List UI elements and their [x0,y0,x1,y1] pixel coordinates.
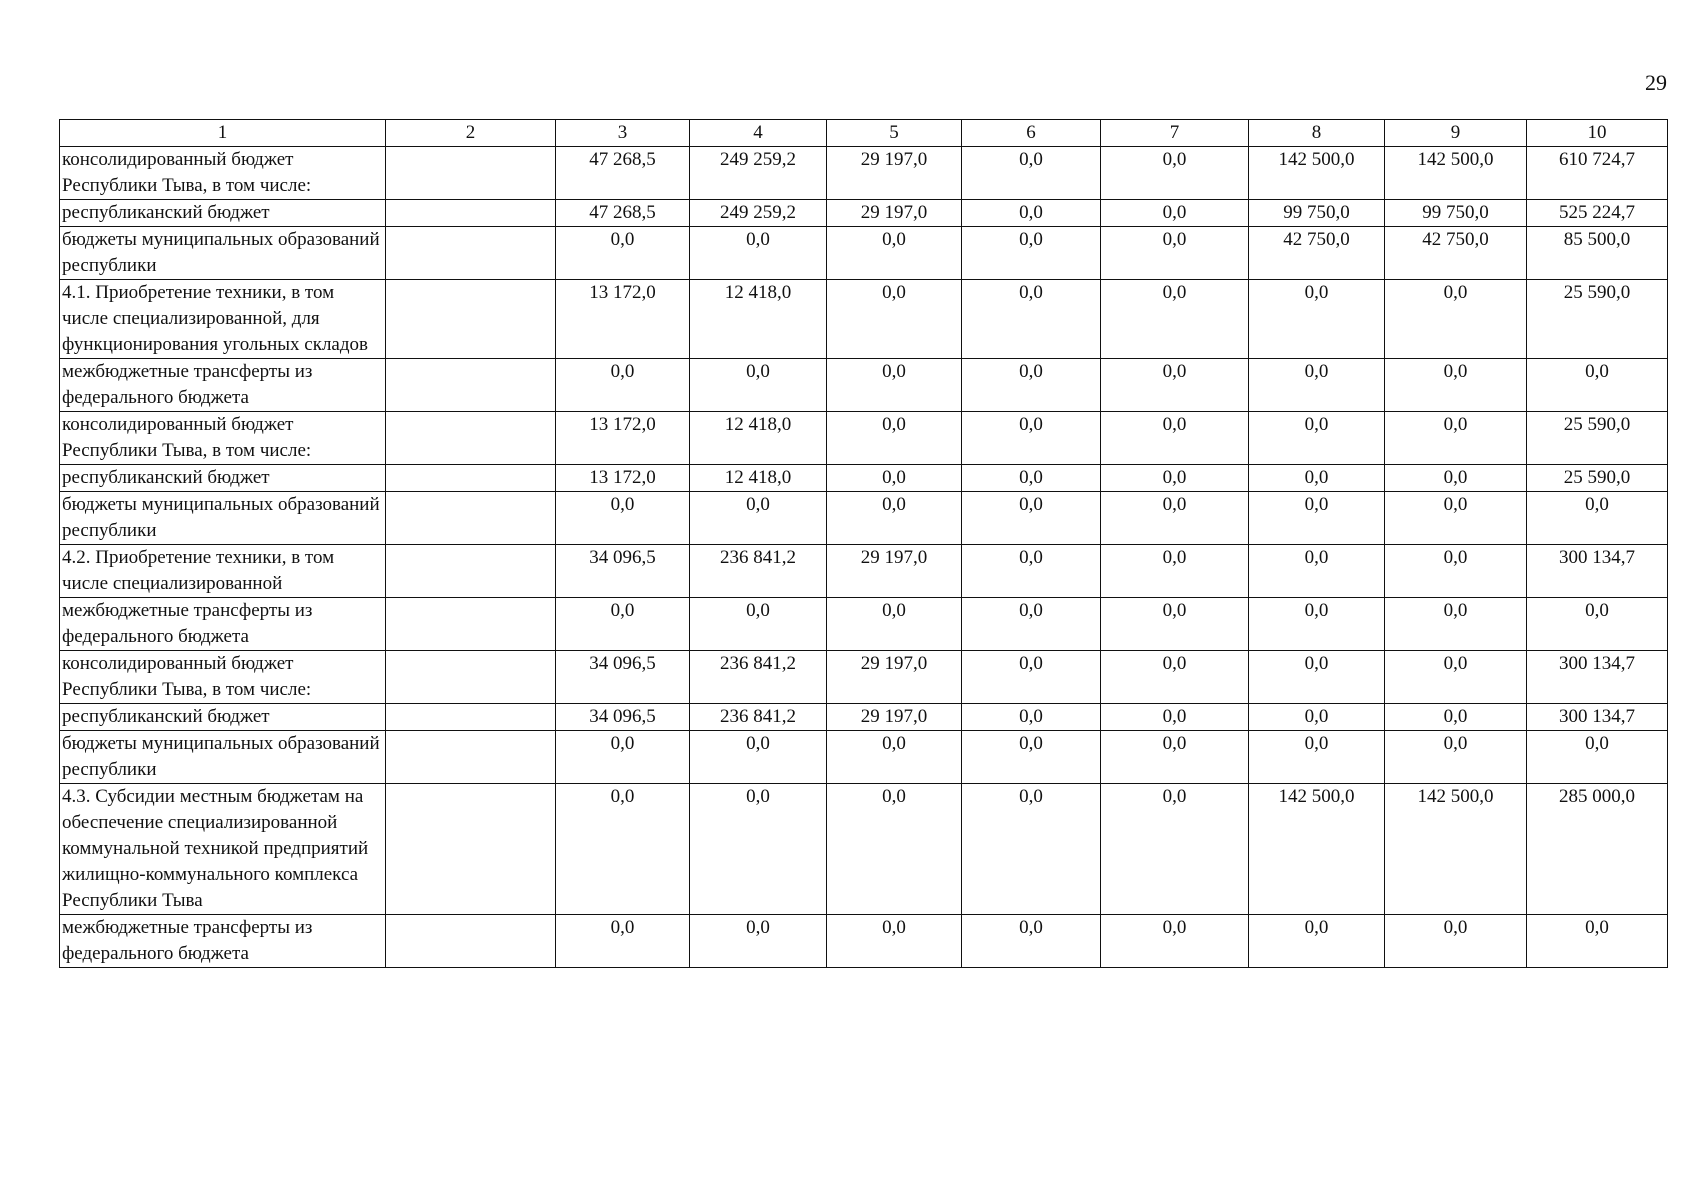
row-value: 0,0 [1101,280,1249,359]
row-value: 29 197,0 [827,651,962,704]
row-value: 0,0 [1385,598,1527,651]
row-value: 34 096,5 [556,545,690,598]
row-value: 85 500,0 [1527,227,1668,280]
row-value: 0,0 [962,200,1101,227]
row-column-2 [386,147,556,200]
row-label: 4.1. Приобретение техники, в том числе специализированной, для функционирования угольных складов [60,280,386,359]
row-value: 0,0 [962,915,1101,968]
row-value: 0,0 [1385,651,1527,704]
row-value: 0,0 [556,784,690,915]
column-header: 4 [690,120,827,147]
row-value: 13 172,0 [556,465,690,492]
row-value: 0,0 [1527,731,1668,784]
row-value: 525 224,7 [1527,200,1668,227]
row-value: 0,0 [827,731,962,784]
row-value: 29 197,0 [827,545,962,598]
row-value: 0,0 [1249,651,1385,704]
table-row [60,784,1668,915]
table-body [60,147,1668,968]
row-value: 25 590,0 [1527,465,1668,492]
row-value: 0,0 [962,492,1101,545]
row-column-2 [386,915,556,968]
row-column-2 [386,359,556,412]
row-value: 0,0 [1385,280,1527,359]
row-column-2 [386,412,556,465]
column-header: 7 [1101,120,1249,147]
table-row [60,545,1668,598]
row-value: 0,0 [690,227,827,280]
row-value: 0,0 [1385,545,1527,598]
row-value: 0,0 [1249,412,1385,465]
row-value: 0,0 [827,784,962,915]
row-value: 610 724,7 [1527,147,1668,200]
row-value: 236 841,2 [690,651,827,704]
row-value: 0,0 [827,227,962,280]
row-value: 0,0 [1101,784,1249,915]
row-column-2 [386,280,556,359]
row-value: 0,0 [1385,915,1527,968]
row-label: консолидированный бюджет Республики Тыва, в том числе: [60,651,386,704]
row-value: 142 500,0 [1385,147,1527,200]
row-value: 0,0 [1101,359,1249,412]
row-value: 142 500,0 [1249,147,1385,200]
row-value: 0,0 [1249,359,1385,412]
row-value: 142 500,0 [1249,784,1385,915]
column-header: 10 [1527,120,1668,147]
row-value: 25 590,0 [1527,412,1668,465]
row-value: 47 268,5 [556,147,690,200]
row-value: 0,0 [1101,412,1249,465]
row-column-2 [386,227,556,280]
column-header: 2 [386,120,556,147]
row-column-2 [386,598,556,651]
row-label: республиканский бюджет [60,704,386,731]
row-column-2 [386,465,556,492]
table-row [60,731,1668,784]
row-value: 29 197,0 [827,704,962,731]
row-column-2 [386,784,556,915]
row-value: 0,0 [962,598,1101,651]
row-value: 0,0 [1101,545,1249,598]
row-value: 0,0 [1101,465,1249,492]
row-value: 0,0 [827,492,962,545]
row-value: 142 500,0 [1385,784,1527,915]
row-value: 0,0 [690,731,827,784]
row-value: 0,0 [1527,598,1668,651]
table-row [60,465,1668,492]
column-header: 6 [962,120,1101,147]
row-value: 0,0 [827,598,962,651]
row-value: 0,0 [690,784,827,915]
row-value: 0,0 [556,359,690,412]
row-value: 0,0 [1101,227,1249,280]
row-value: 0,0 [962,147,1101,200]
column-header: 8 [1249,120,1385,147]
row-value: 300 134,7 [1527,651,1668,704]
row-value: 0,0 [1249,598,1385,651]
row-value: 0,0 [962,280,1101,359]
row-value: 0,0 [1385,412,1527,465]
row-label: межбюджетные трансферты из федерального бюджета [60,915,386,968]
row-value: 0,0 [1101,704,1249,731]
row-value: 0,0 [1249,492,1385,545]
row-column-2 [386,731,556,784]
row-value: 0,0 [1527,492,1668,545]
row-label: консолидированный бюджет Республики Тыва, в том числе: [60,147,386,200]
page-number: 29 [1645,70,1667,95]
row-value: 12 418,0 [690,412,827,465]
row-value: 13 172,0 [556,412,690,465]
row-value: 249 259,2 [690,147,827,200]
column-header: 9 [1385,120,1527,147]
row-value: 249 259,2 [690,200,827,227]
row-value: 0,0 [1249,915,1385,968]
row-value: 0,0 [1101,200,1249,227]
row-value: 0,0 [1385,465,1527,492]
row-value: 0,0 [1385,704,1527,731]
table-row [60,359,1668,412]
row-label: межбюджетные трансферты из федерального бюджета [60,359,386,412]
row-value: 0,0 [827,280,962,359]
row-value: 0,0 [1249,704,1385,731]
row-value: 0,0 [690,359,827,412]
row-column-2 [386,492,556,545]
row-value: 236 841,2 [690,545,827,598]
row-value: 0,0 [690,492,827,545]
row-value: 0,0 [556,598,690,651]
row-value: 47 268,5 [556,200,690,227]
row-value: 0,0 [1101,915,1249,968]
row-value: 0,0 [1385,731,1527,784]
row-value: 0,0 [962,412,1101,465]
table-row [60,227,1668,280]
row-value: 34 096,5 [556,704,690,731]
row-value: 0,0 [962,731,1101,784]
table-row [60,915,1668,968]
row-value: 12 418,0 [690,465,827,492]
row-value: 285 000,0 [1527,784,1668,915]
row-label: межбюджетные трансферты из федерального бюджета [60,598,386,651]
row-value: 0,0 [962,704,1101,731]
row-value: 236 841,2 [690,704,827,731]
row-value: 99 750,0 [1385,200,1527,227]
row-label: бюджеты муниципальных образований республики [60,227,386,280]
row-label: бюджеты муниципальных образований республики [60,492,386,545]
table-row [60,598,1668,651]
row-value: 0,0 [962,359,1101,412]
row-value: 0,0 [690,915,827,968]
row-label: консолидированный бюджет Республики Тыва, в том числе: [60,412,386,465]
row-value: 29 197,0 [827,200,962,227]
row-value: 42 750,0 [1249,227,1385,280]
row-label: республиканский бюджет [60,465,386,492]
budget-table [59,119,1668,968]
row-value: 0,0 [962,784,1101,915]
table-row [60,200,1668,227]
row-label: бюджеты муниципальных образований республики [60,731,386,784]
column-header: 5 [827,120,962,147]
row-value: 25 590,0 [1527,280,1668,359]
row-column-2 [386,704,556,731]
table-row [60,492,1668,545]
table-row [60,704,1668,731]
row-value: 0,0 [962,465,1101,492]
row-value: 0,0 [1249,731,1385,784]
row-value: 0,0 [962,651,1101,704]
row-value: 29 197,0 [827,147,962,200]
row-value: 0,0 [1101,598,1249,651]
row-value: 0,0 [1249,545,1385,598]
row-column-2 [386,545,556,598]
row-label: 4.2. Приобретение техники, в том числе специализированной [60,545,386,598]
row-value: 99 750,0 [1249,200,1385,227]
row-value: 0,0 [556,492,690,545]
table-row [60,147,1668,200]
row-value: 0,0 [690,598,827,651]
row-value: 0,0 [962,227,1101,280]
row-value: 0,0 [962,545,1101,598]
row-value: 0,0 [827,412,962,465]
row-value: 0,0 [1527,359,1668,412]
row-value: 0,0 [1249,280,1385,359]
table-header-row [60,120,1668,147]
row-label: 4.3. Субсидии местным бюджетам на обеспечение специализированной коммунальной техникой предприятий жилищно-коммунального комплекса Республики Тыва [60,784,386,915]
row-value: 34 096,5 [556,651,690,704]
row-value: 0,0 [1385,359,1527,412]
table-row [60,651,1668,704]
row-value: 0,0 [1385,492,1527,545]
table-row [60,412,1668,465]
row-value: 42 750,0 [1385,227,1527,280]
row-value: 13 172,0 [556,280,690,359]
row-value: 0,0 [827,359,962,412]
row-value: 0,0 [556,915,690,968]
row-value: 0,0 [827,465,962,492]
row-label: республиканский бюджет [60,200,386,227]
row-value: 0,0 [556,227,690,280]
row-value: 0,0 [1101,147,1249,200]
row-column-2 [386,200,556,227]
column-header: 3 [556,120,690,147]
row-value: 300 134,7 [1527,545,1668,598]
row-value: 12 418,0 [690,280,827,359]
row-value: 0,0 [1527,915,1668,968]
table-row [60,280,1668,359]
row-value: 0,0 [827,915,962,968]
row-value: 0,0 [1101,731,1249,784]
row-column-2 [386,651,556,704]
row-value: 0,0 [1101,492,1249,545]
row-value: 0,0 [556,731,690,784]
row-value: 0,0 [1249,465,1385,492]
row-value: 300 134,7 [1527,704,1668,731]
column-header: 1 [60,120,386,147]
row-value: 0,0 [1101,651,1249,704]
